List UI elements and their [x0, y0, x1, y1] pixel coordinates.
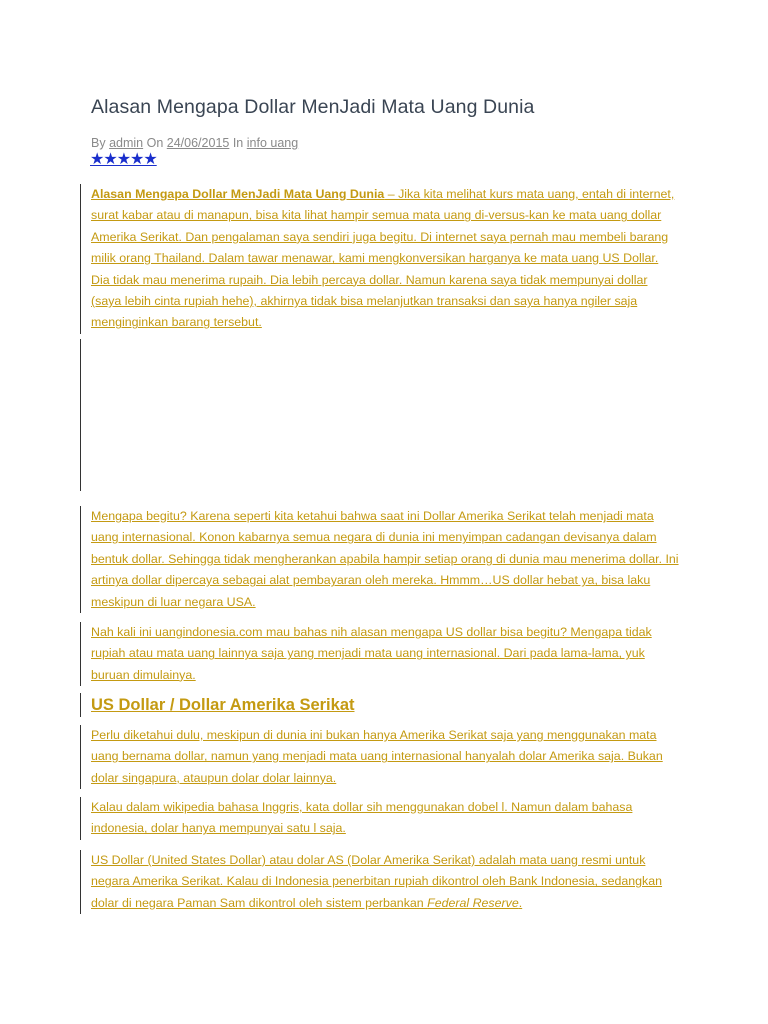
para5-block — [80, 797, 680, 840]
intro-block — [80, 184, 680, 334]
embed-placeholder — [80, 339, 82, 491]
paragraph-3[interactable]: Nah kali ini uangindonesia.com mau bahas nih alasan mengapa US dollar bisa begitu? Mengapa tidak rupiah atau mata uang lainnya saja yang menjadi mata uang internasional. Dari pada lama-lama, yuk buruan dimulainya. — [91, 625, 652, 682]
intro-paragraph[interactable] — [91, 184, 680, 334]
paragraph-2[interactable]: Mengapa begitu? Karena seperti kita ketahui bahwa saat ini Dollar Amerika Serikat telah menjadi mata uang internasional. Konon kabarnya semua negara di dunia ini menyimpan cadangan devisanya dalam bentuk dollar. Sehingga tidak mengherankan apabila hampir setiap orang di dunia mau menerima dollar. Ini artinya dollar dipercaya sebagai alat pembayaran oleh mereka. Hmmm…US dollar hebat ya, bisa laku meskipun di luar negara USA. — [91, 509, 679, 609]
rating-stars[interactable] — [90, 151, 157, 169]
para2-block — [80, 506, 680, 613]
para3-block — [80, 622, 680, 686]
intro-text[interactable]: – Jika kita melihat kurs mata uang, entah di internet, surat kabar atau di manapun, bisa kita lihat hampir semua mata uang di-versus-kan ke mata uang dollar Amerika Serikat. Dan pengalaman saya sendiri juga begitu. Di internet saya pernah mau membeli barang milik orang Thailand. Dalam tawar menawar, kami mengkonversikan harganya ke mata uang US Dollar. Dia tidak mau menerima rupaih. Dia lebih percaya dollar. Namun karena saya tidak mempunyai dollar (saya lebih cinta rupiah hehe), akhirnya tidak bisa melanjutkan transaksi dan saya hanya ngiler saja menginginkan barang tersebut. — [91, 187, 675, 330]
date-link[interactable]: 24/06/2015 — [166, 136, 230, 150]
para4-block — [80, 725, 680, 789]
in-label: In — [232, 136, 244, 150]
by-label: By — [91, 136, 106, 150]
star-icon[interactable]: ★★★★★ — [90, 151, 157, 168]
article-title: Alasan Mengapa Dollar MenJadi Mata Uang Dunia — [91, 96, 535, 118]
paragraph-5[interactable]: Kalau dalam wikipedia bahasa Inggris, kata dollar sih menggunakan dobel l. Namun dalam bahasa indonesia, dolar hanya mempunyai satu l saja. — [91, 800, 633, 836]
section-heading[interactable]: US Dollar / Dollar Amerika Serikat — [91, 696, 355, 714]
heading2-block — [80, 693, 680, 717]
category-link[interactable]: info uang — [246, 136, 299, 150]
intro-bold-lead[interactable]: Alasan Mengapa Dollar MenJadi Mata Uang Dunia — [91, 187, 385, 201]
para6-block — [80, 850, 680, 914]
paragraph-4[interactable]: Perlu diketahui dulu, meskipun di dunia ini bukan hanya Amerika Serikat saja yang menggunakan mata uang bernama dollar, namun yang menjadi mata uang internasional hanyalah dolar Amerika saja. Bukan dolar singapura, ataupun dolar dolar lainnya. — [91, 728, 663, 785]
paragraph-6[interactable] — [91, 850, 680, 914]
paragraph-6-end[interactable]: . — [518, 895, 523, 910]
author-link[interactable]: admin — [109, 136, 144, 150]
paragraph-6-text[interactable]: US Dollar (United States Dollar) atau dolar AS (Dolar Amerika Serikat) adalah mata uang resmi untuk negara Amerika Serikat. Kalau di Indonesia penerbitan rupiah dikontrol oleh Bank Indonesia, sedangkan dolar di negara Paman Sam dikontrol oleh sistem perbankan — [91, 853, 663, 910]
federal-reserve-text[interactable]: Federal Reserve — [427, 895, 519, 910]
on-label: On — [146, 136, 164, 150]
article-meta — [91, 136, 298, 150]
